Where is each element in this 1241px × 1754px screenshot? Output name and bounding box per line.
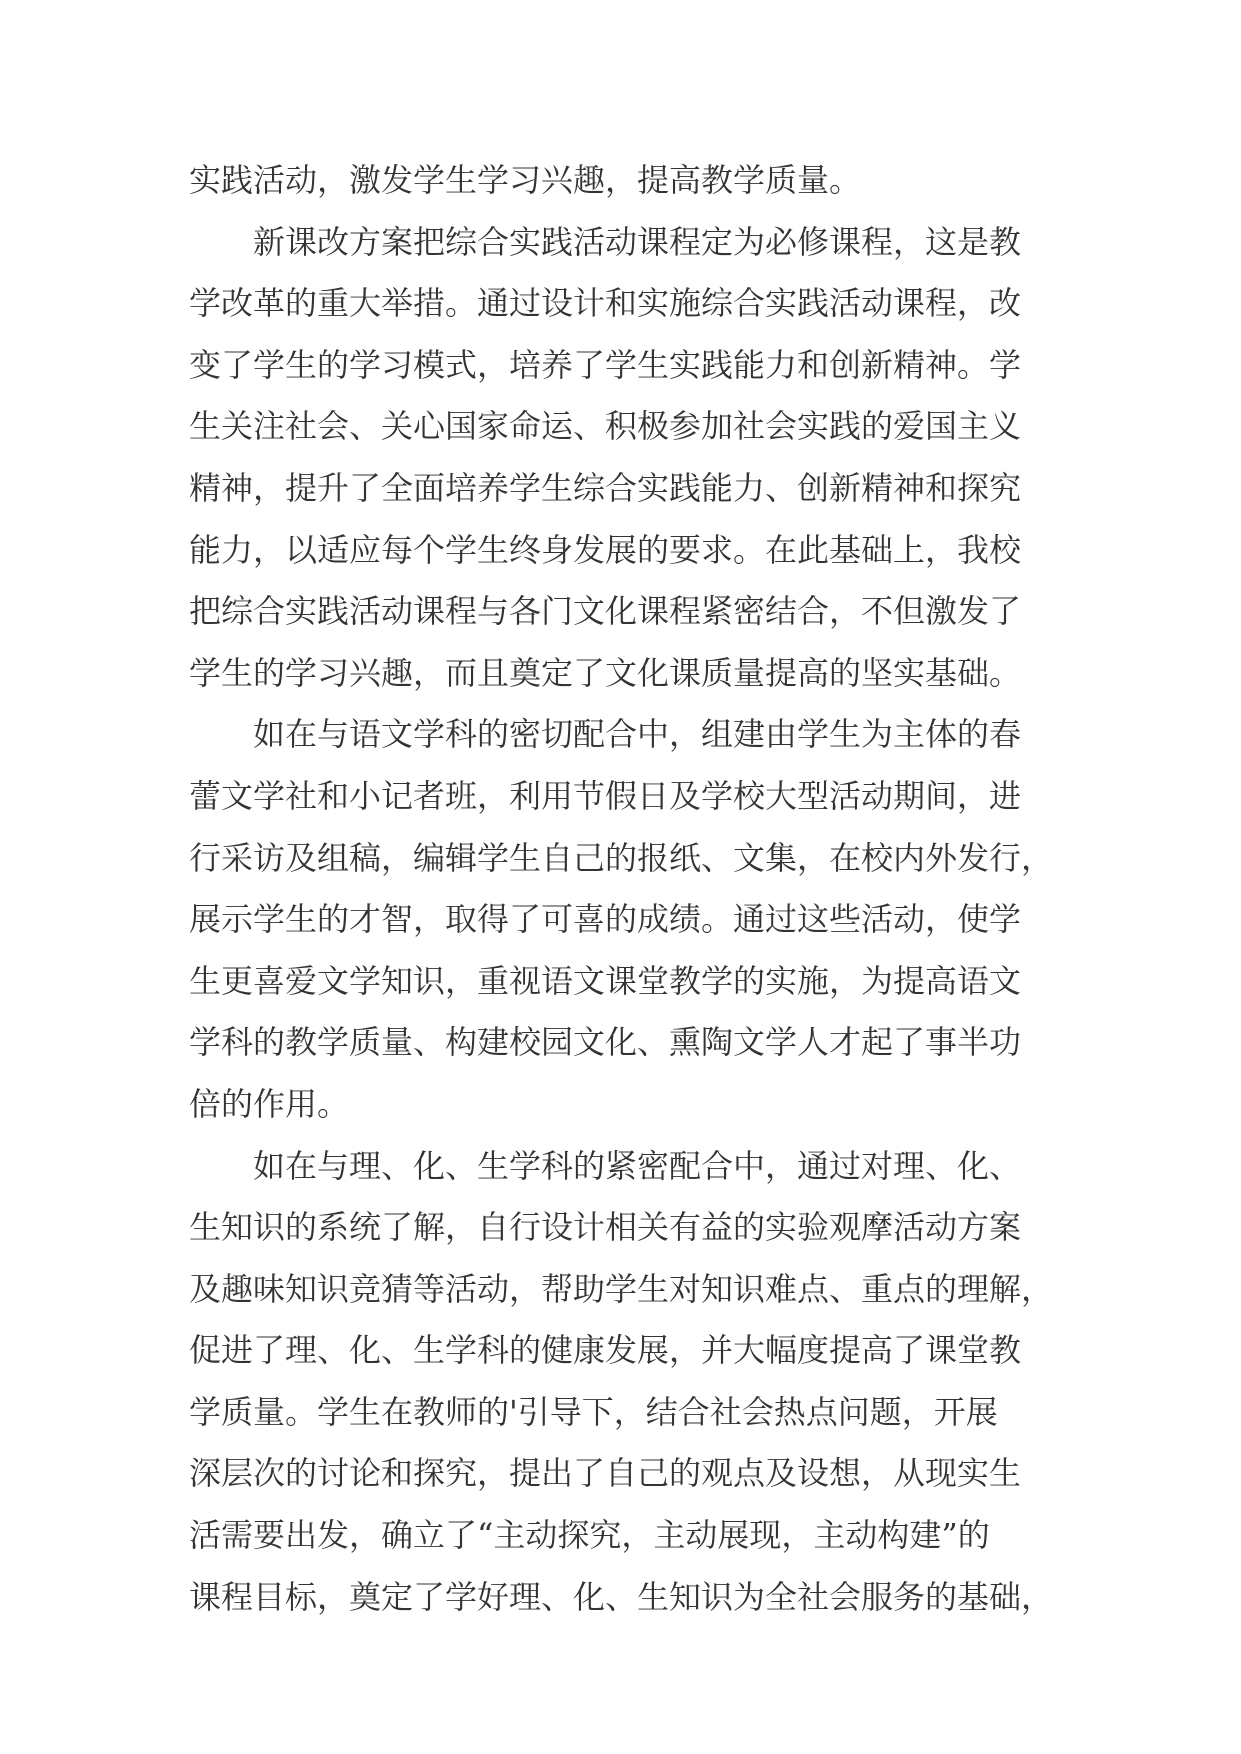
text-line: 能力，以适应每个学生终身发展的要求。在此基础上，我校 bbox=[189, 530, 1022, 569]
text-line: 及趣味知识竞猜等活动，帮助学生对知识难点、重点的理解， bbox=[189, 1269, 1054, 1308]
text-line: 展示学生的才智，取得了可喜的成绩。通过这些活动，使学 bbox=[189, 900, 1022, 939]
text-line: 学质量。学生在教师的'引导下，结合社会热点问题，开展 bbox=[189, 1392, 998, 1431]
text-line: 课程目标，奠定了学好理、化、生知识为全社会服务的基础， bbox=[189, 1577, 1054, 1616]
text-line: 活需要出发，确立了“主动探究，主动展现，主动构建”的 bbox=[189, 1516, 990, 1555]
text-line: 深层次的讨论和探究，提出了自己的观点及设想，从现实生 bbox=[189, 1454, 1022, 1493]
text-line: 学改革的重大举措。通过设计和实施综合实践活动课程，改 bbox=[189, 284, 1022, 323]
paragraph-4 bbox=[189, 1136, 1069, 1629]
text-line: 生知识的系统了解，自行设计相关有益的实验观摩活动方案 bbox=[189, 1208, 1022, 1247]
text-line: 学科的教学质量、构建校园文化、熏陶文学人才起了事半功 bbox=[189, 1023, 1022, 1062]
text-line: 新课改方案把综合实践活动课程定为必修课程，这是教 bbox=[253, 222, 1022, 261]
text-line: 精神，提升了全面培养学生综合实践能力、创新精神和探究 bbox=[189, 468, 1022, 507]
text-line: 学生的学习兴趣，而且奠定了文化课质量提高的坚实基础。 bbox=[189, 653, 1022, 692]
paragraph-3 bbox=[189, 704, 1069, 1135]
text-line: 实践活动，激发学生学习兴趣，提高教学质量。 bbox=[189, 161, 862, 199]
text-line: 如在与语文学科的密切配合中，组建由学生为主体的春 bbox=[253, 715, 1022, 754]
text-line: 蕾文学社和小记者班，利用节假日及学校大型活动期间，进 bbox=[189, 776, 1022, 815]
text-line: 促进了理、化、生学科的健康发展，并大幅度提高了课堂教 bbox=[189, 1331, 1022, 1370]
text-line: 变了学生的学习模式，培养了学生实践能力和创新精神。学 bbox=[189, 345, 1022, 384]
text-line: 把综合实践活动课程与各门文化课程紧密结合，不但激发了 bbox=[189, 592, 1022, 631]
paragraph-1 bbox=[189, 150, 1069, 212]
text-line: 生关注社会、关心国家命运、积极参加社会实践的爱国主义 bbox=[189, 407, 1022, 446]
paragraph-2 bbox=[189, 212, 1069, 705]
text-line: 如在与理、化、生学科的紧密配合中，通过对理、化、 bbox=[253, 1146, 1022, 1185]
text-line: 行采访及组稿，编辑学生自己的报纸、文集，在校内外发行， bbox=[189, 838, 1054, 877]
text-line: 生更喜爱文学知识，重视语文课堂教学的实施，为提高语文 bbox=[189, 961, 1022, 1000]
document-body bbox=[189, 150, 1069, 1628]
text-line: 倍的作用。 bbox=[189, 1084, 350, 1123]
